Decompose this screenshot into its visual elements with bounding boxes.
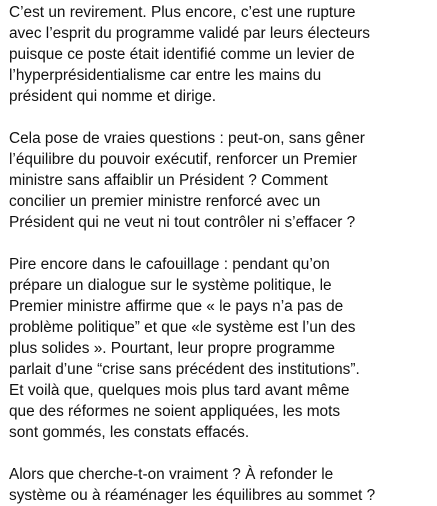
text-line: que des réformes ne soient appliquées, les mots [9, 403, 341, 420]
text-line: système ou à réaménager les équilibres au sommet ? [9, 487, 376, 504]
text-line: concilier un premier ministre renforcé avec un [9, 193, 321, 210]
text-line: avec l’esprit du programme validé par leurs électeurs [9, 25, 370, 42]
text-line: Alors que cherche-t-on vraiment ? À refonder le [9, 466, 334, 483]
text-line: plus solides ». Pourtant, leur propre programme [9, 340, 335, 357]
text-line: puisque ce poste était identifié comme un levier de [9, 46, 355, 63]
text-line: l’équilibre du pouvoir exécutif, renforcer un Premier [9, 151, 358, 168]
text-line: parlait d’une “crise sans précédent des institutions”. [9, 361, 360, 378]
text-line: l’hyperprésidentialisme car entre les mains du [9, 67, 322, 84]
text-line: président qui nomme et dirige. [9, 88, 217, 105]
text-line: C’est un revirement. Plus encore, c’est une rupture [9, 4, 356, 21]
document-body [9, 2, 433, 506]
text-line: Pire encore dans le cafouillage : pendant qu’on [9, 256, 330, 273]
text-line: Et voilà que, quelques mois plus tard avant même [9, 382, 350, 399]
paragraph-3 [9, 254, 433, 443]
paragraph-2 [9, 128, 433, 233]
text-line: Cela pose de vraies questions : peut-on, sans gêner [9, 130, 365, 147]
text-line: problème politique” et que «le système est l’un des [9, 319, 356, 336]
text-line: Président qui ne veut ni tout contrôler ni s’effacer ? [9, 214, 356, 231]
text-line: sont gommés, les constats effacés. [9, 424, 250, 441]
text-line: Premier ministre affirme que « le pays n’a pas de [9, 298, 344, 315]
paragraph-1 [9, 2, 433, 107]
text-line: ministre sans affaiblir un Président ? Comment [9, 172, 328, 189]
text-line: prépare un dialogue sur le système politique, le [9, 277, 332, 294]
